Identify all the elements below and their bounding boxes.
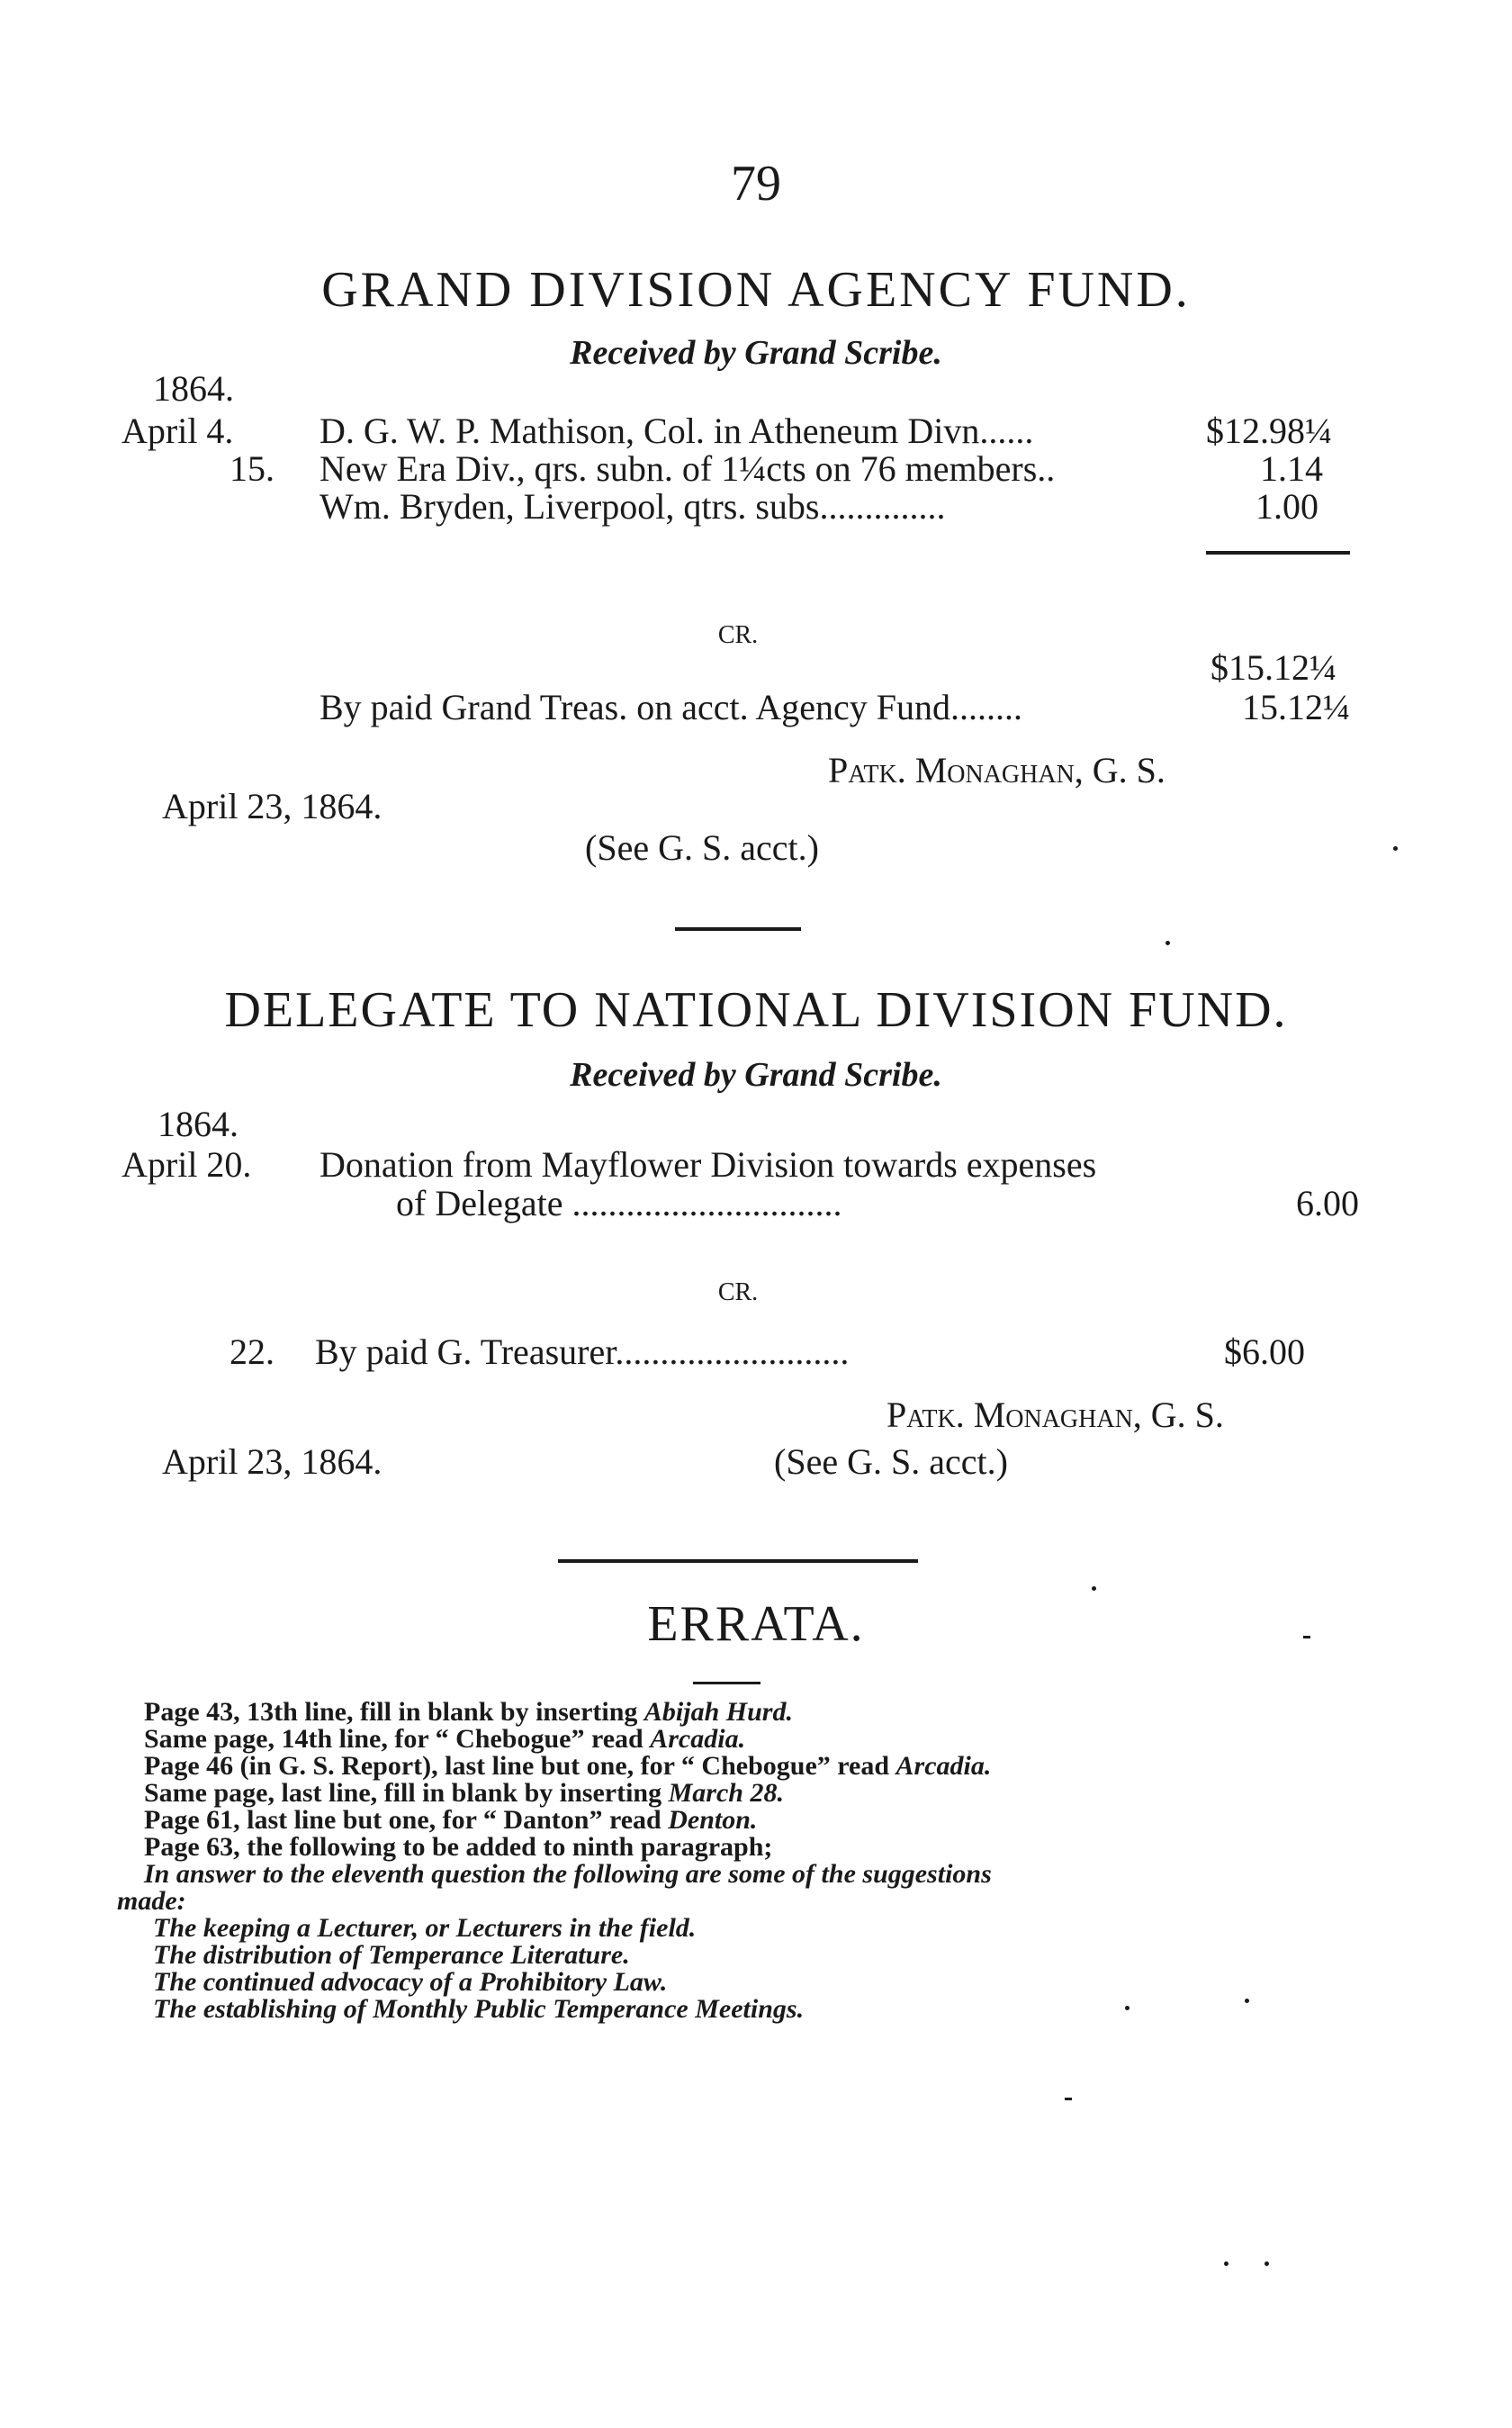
- agency-entry-text: Wm. Bryden, Liverpool, qtrs. subs..............: [320, 486, 946, 527]
- agency-signature: Patk. Monaghan, G. S.: [828, 750, 1166, 790]
- delegate-entry-amount: 6.00: [1296, 1183, 1359, 1223]
- print-speck: [1303, 1636, 1310, 1638]
- delegate-year: 1864.: [158, 1104, 238, 1144]
- errata-line: Page 46 (in G. S. Report), last line but one, for “ Chebogue” read Arcadia.: [144, 1751, 992, 1781]
- delegate-entry-date: April 20.: [122, 1144, 252, 1185]
- errata-line: Same page, last line, fill in blank by inserting March 28.: [144, 1778, 784, 1808]
- print-speck: [1092, 1586, 1096, 1591]
- delegate-entry-text: of Delegate ..............................: [396, 1183, 842, 1223]
- errata-rule: [693, 1682, 760, 1684]
- agency-entry-text: D. G. W. P. Mathison, Col. in Atheneum Divn......: [320, 411, 1034, 451]
- delegate-fund-subtitle: Received by Grand Scribe.: [570, 1056, 942, 1094]
- errata-suggestion: The keeping a Lecturer, or Lecturers in the field.: [153, 1913, 697, 1943]
- agency-total: $15.12¼: [1210, 647, 1336, 688]
- errata-suggestion: The continued advocacy of a Prohibitory Law.: [153, 1967, 668, 1997]
- agency-fund-subtitle: Received by Grand Scribe.: [570, 334, 942, 372]
- agency-see-note: (See G. S. acct.): [585, 827, 819, 868]
- agency-year: 1864.: [153, 368, 234, 409]
- errata-suggestion: The distribution of Temperance Literature.: [153, 1940, 630, 1970]
- errata-line: Page 63, the following to be added to ninth paragraph;: [144, 1832, 773, 1862]
- print-speck: [1224, 2261, 1228, 2266]
- agency-entry-amount: 1.14: [1260, 448, 1323, 489]
- delegate-see-note: (See G. S. acct.): [774, 1441, 1008, 1482]
- delegate-paid-text: By paid G. Treasurer..........................: [315, 1331, 850, 1372]
- print-speck: [1125, 2006, 1130, 2010]
- page-number: 79: [731, 156, 781, 212]
- agency-fund-title: GRAND DIVISION AGENCY FUND.: [321, 262, 1191, 318]
- agency-entry-text: New Era Div., qrs. subn. of 1¼cts on 76 members..: [320, 448, 1056, 489]
- print-speck: [1065, 2098, 1072, 2100]
- delegate-paid-amount: $6.00: [1224, 1331, 1305, 1372]
- section-divider: [558, 1559, 918, 1563]
- errata-title: ERRATA.: [647, 1596, 865, 1652]
- agency-entry-amount: $12.98¼: [1206, 411, 1332, 451]
- agency-signed-date: April 23, 1864.: [162, 786, 382, 826]
- errata-line: Page 61, last line but one, for “ Danton” read Denton.: [144, 1805, 758, 1835]
- errata-line: Page 43, 13th line, fill in blank by inserting Abijah Hurd.: [144, 1697, 793, 1727]
- errata-suggestion: The establishing of Monthly Public Temperance Meetings.: [153, 1994, 805, 2024]
- print-speck: [1245, 1999, 1249, 2003]
- agency-paid-text: By paid Grand Treas. on acct. Agency Fund........: [320, 687, 1023, 727]
- delegate-signature: Patk. Monaghan, G. S.: [886, 1395, 1224, 1435]
- sum-rule: [1206, 551, 1350, 555]
- errata-line: Same page, 14th line, for “ Chebogue” read Arcadia.: [144, 1724, 746, 1754]
- agency-entry-date: 15.: [230, 448, 274, 489]
- agency-paid-amount: 15.12¼: [1242, 687, 1350, 727]
- delegate-entry-text: Donation from Mayflower Division towards expenses: [320, 1144, 1097, 1185]
- section-divider: [675, 927, 801, 931]
- errata-intro: In answer to the eleventh question the following are some of the suggestions: [144, 1859, 992, 1889]
- agency-cr-label: CR.: [717, 621, 759, 649]
- agency-entry-date: April 4.: [122, 411, 234, 451]
- print-speck: [1166, 941, 1170, 945]
- errata-intro: made:: [117, 1886, 186, 1916]
- print-speck: [1264, 2261, 1269, 2266]
- delegate-cr-label: CR.: [717, 1278, 759, 1306]
- agency-entry-amount: 1.00: [1256, 486, 1318, 527]
- delegate-fund-title: DELEGATE TO NATIONAL DIVISION FUND.: [224, 982, 1288, 1038]
- delegate-signed-date: April 23, 1864.: [162, 1441, 382, 1482]
- print-speck: [1393, 846, 1398, 851]
- delegate-paid-date: 22.: [230, 1331, 274, 1372]
